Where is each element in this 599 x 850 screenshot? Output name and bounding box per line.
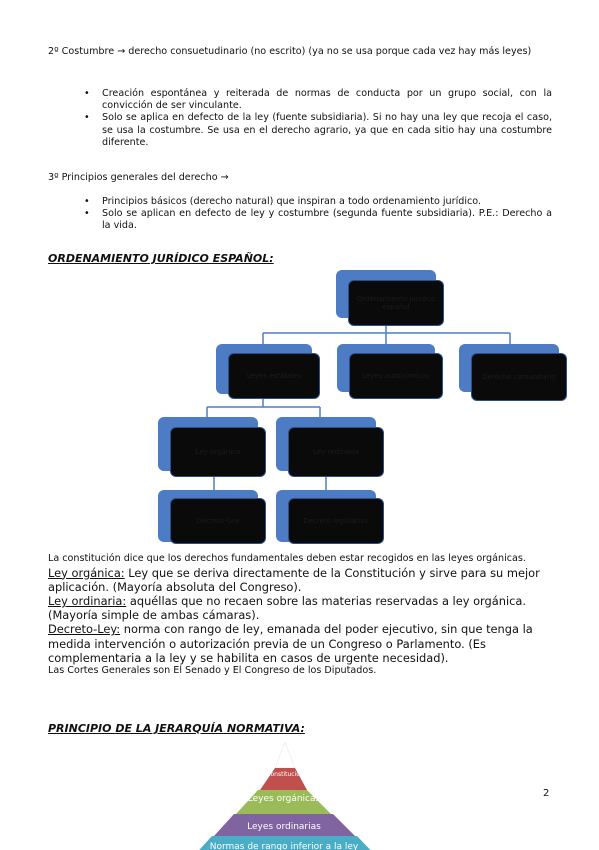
pyramid-label-leyes-organicas: Leyes orgánicas: [247, 794, 321, 804]
definitions-block: [48, 553, 563, 677]
ley-ordinaria-definition: [48, 594, 563, 622]
ley-ordinaria-text: aquéllas que no recaen sobre las materias reservadas a ley orgánica. (Mayoría simple de ambas cámaras).: [48, 593, 527, 623]
decreto-ley-term: Decreto-Ley:: [48, 622, 121, 637]
org-node-leyes-estatales: Leyes estatales: [228, 353, 320, 399]
principios-paragraph: 3º Principios generales del derecho →: [48, 172, 229, 183]
ley-organica-definition: [48, 566, 563, 594]
pyramid-label-constitucion: Constitución: [266, 771, 304, 778]
org-node-derecho-comunitario: Derecho comunitario: [471, 353, 567, 401]
ley-organica-term: Ley orgánica:: [48, 565, 125, 580]
constitution-intro: La constitución dice que los derechos fundamentales deben estar recogidos en las leyes orgánicas.: [48, 553, 526, 564]
org-node-root: Ordenamiento jurídico español: [348, 280, 444, 326]
page-number: 2: [543, 788, 550, 799]
org-node-ley-organica: Ley orgánica: [170, 427, 266, 477]
ordenamiento-heading: ORDENAMIENTO JURÍDICO ESPAÑOL:: [48, 252, 274, 265]
decreto-ley-text: norma con rango de ley, emanada del poder ejecutivo, sin que tenga la medida intervención o autorización previa de un Congreso o Parlamento. (Es complementaria a la ley y se habilita en casos de urgente necesidad).: [48, 622, 533, 665]
list-item: • Principios básicos (derecho natural) que inspiran a todo ordenamiento jurídico.: [80, 196, 552, 208]
ley-organica-text: Ley que se deriva directamente de la Constitución y sirve para su mejor aplicación. (Mayoría absoluta del Congreso).: [48, 565, 540, 594]
org-node-ley-ordinaria: Ley ordinaria: [288, 427, 384, 477]
org-node-decreto-ley: Decreto-Ley: [170, 498, 266, 544]
list-item: • Solo se aplican en defecto de ley y costumbre (segunda fuente subsidiaria). P.E.: Derecho a la vida.: [80, 208, 552, 232]
pyramid-tip: [275, 742, 295, 768]
org-node-leyes-autonomicas: Leyes autonómicas: [349, 353, 443, 399]
pyramid-diagram: [0, 740, 599, 850]
list-item: • Creación espontánea y reiterada de normas de conducta por un grupo social, con la convicción de ser vinculante.: [80, 88, 552, 112]
list-item: • Solo se aplica en defecto de la ley (fuente subsidiaria). Si no hay una ley que recoja el caso, se usa la costumbre. Se usa en el derecho agrario, ya que en cada sitio hay una costumbre diferente.: [80, 112, 552, 149]
pyramid-label-leyes-ordinarias: Leyes ordinarias: [247, 822, 321, 832]
decreto-ley-definition: [48, 622, 563, 665]
jerarquia-heading: PRINCIPIO DE LA JERARQUÍA NORMATIVA:: [48, 722, 305, 735]
pyramid-label-normas-inferiores: Normas de rango inferior a la ley: [209, 842, 359, 850]
costumbre-paragraph: 2º Costumbre → derecho consuetudinario (no escrito) (ya no se usa porque cada vez hay más leyes): [48, 46, 532, 57]
cortes-note: Las Cortes Generales son El Senado y El Congreso de los Diputados.: [48, 664, 377, 676]
ley-ordinaria-term: Ley ordinaria:: [48, 593, 127, 608]
org-node-decreto-legislativo: Decreto legislativo: [288, 498, 384, 544]
